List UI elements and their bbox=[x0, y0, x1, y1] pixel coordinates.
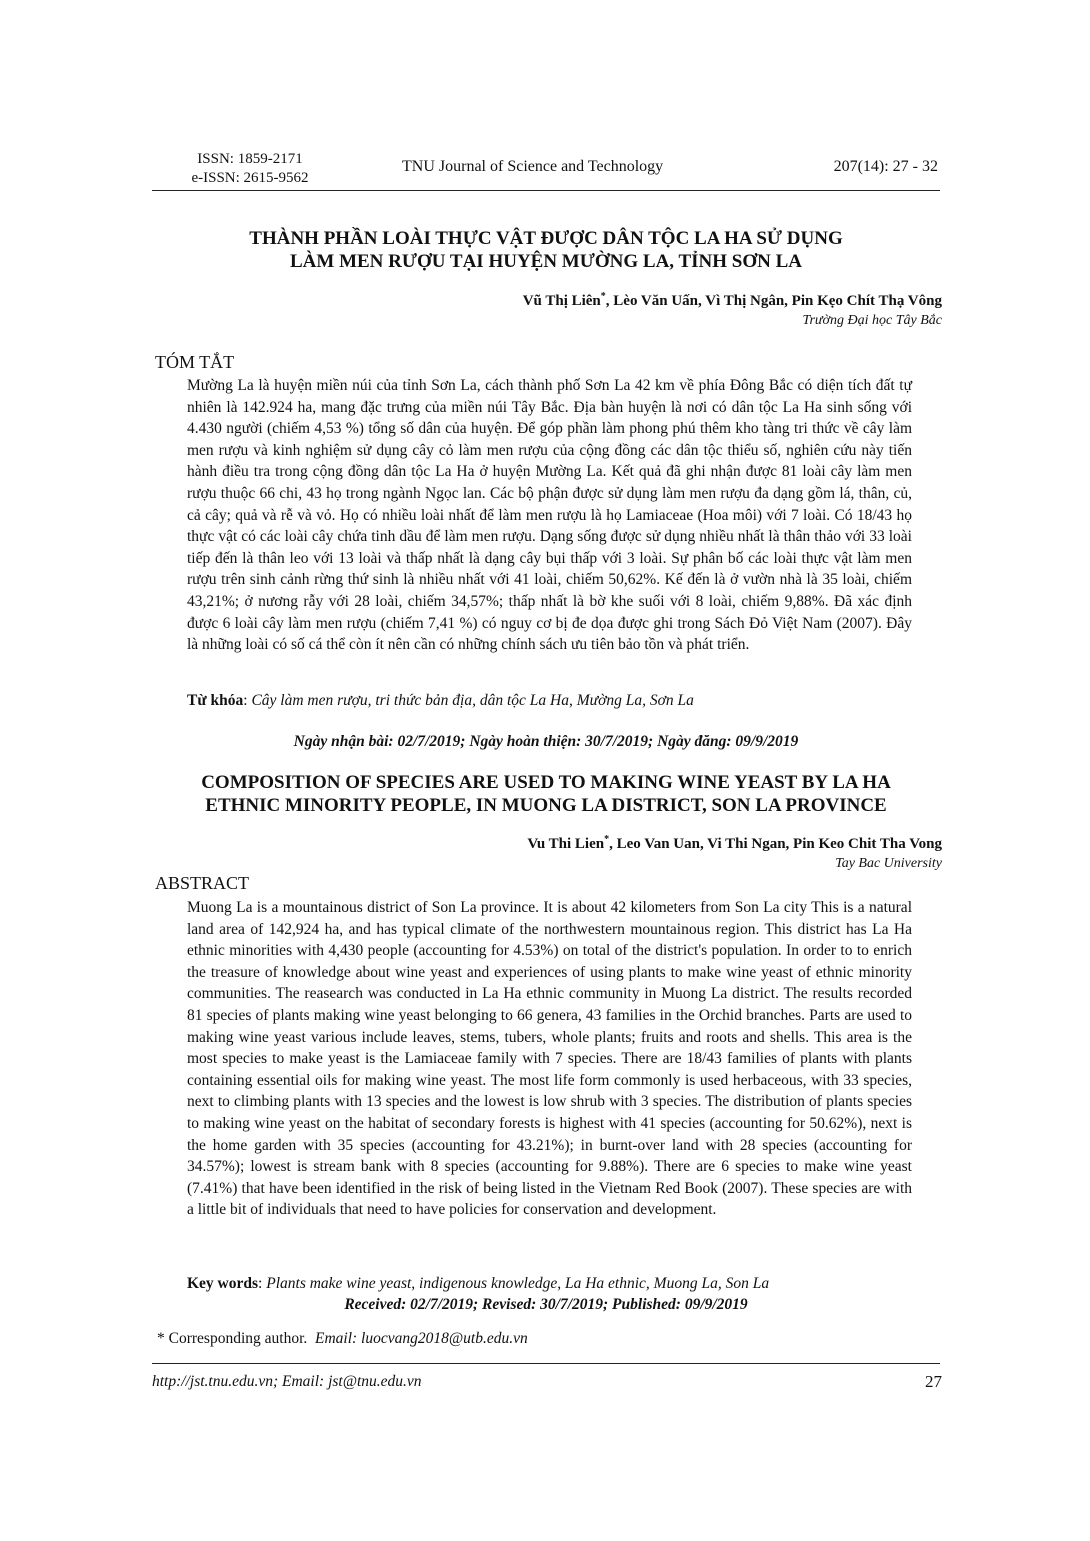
footer-rule bbox=[152, 1363, 940, 1364]
en-author-first: Vu Thi Lien bbox=[527, 836, 605, 852]
volume-pages: 207(14): 27 - 32 bbox=[833, 158, 938, 175]
en-keywords: Key words: Plants make wine yeast, indigenous knowledge, La Ha ethnic, Muong La, Son La bbox=[187, 1275, 770, 1292]
vn-keywords-label: Từ khóa bbox=[187, 692, 244, 709]
vn-title-line-2: LÀM MEN RƯỢU TẠI HUYỆN MƯỜNG LA, TỈNH SƠN LA bbox=[290, 251, 802, 272]
issn-block bbox=[180, 150, 320, 188]
vn-title bbox=[152, 227, 940, 273]
en-abstract-heading: ABSTRACT bbox=[155, 873, 250, 893]
footnote-label: * Corresponding author. bbox=[157, 1330, 308, 1347]
corresponding-author bbox=[157, 1330, 528, 1348]
issn: ISSN: 1859-2171 bbox=[197, 151, 303, 167]
vn-abstract-heading: TÓM TẮT bbox=[155, 352, 235, 372]
en-authors bbox=[527, 834, 942, 853]
en-title-line-2: ETHNIC MINORITY PEOPLE, IN MUONG LA DISTRICT, SON LA PROVINCE bbox=[205, 795, 887, 816]
vn-authors bbox=[523, 291, 942, 310]
en-author-rest: , Leo Van Uan, Vi Thi Ngan, Pin Keo Chit Tha Vong bbox=[609, 836, 942, 852]
vn-title-line-1: THÀNH PHẦN LOÀI THỰC VẬT ĐƯỢC DÂN TỘC LA HA SỬ DỤNG bbox=[249, 228, 843, 249]
page-number: 27 bbox=[925, 1372, 942, 1391]
footer-url[interactable]: http://jst.tnu.edu.vn; Email: jst@tnu.edu.vn bbox=[152, 1373, 422, 1390]
vn-dates: Ngày nhận bài: 02/7/2019; Ngày hoàn thiện: 30/7/2019; Ngày đăng: 09/9/2019 bbox=[293, 733, 799, 750]
header-rule bbox=[152, 190, 940, 191]
vn-keywords: Từ khóa: Cây làm men rượu, tri thức bản địa, dân tộc La Ha, Mường La, Sơn La bbox=[187, 692, 694, 709]
en-dates: Received: 02/7/2019; Revised: 30/7/2019; Published: 09/9/2019 bbox=[344, 1296, 748, 1313]
vn-keywords-text: Cây làm men rượu, tri thức bản địa, dân tộc La Ha, Mường La, Sơn La bbox=[251, 692, 694, 709]
en-author-mark: * bbox=[604, 834, 610, 845]
en-keywords-label: Key words bbox=[187, 1275, 259, 1292]
en-keywords-text: Plants make wine yeast, indigenous knowledge, La Ha ethnic, Muong La, Son La bbox=[266, 1275, 770, 1292]
footnote-email: Email: luocvang2018@utb.edu.vn bbox=[315, 1330, 528, 1347]
en-title bbox=[152, 771, 940, 817]
vn-author-rest: , Lèo Văn Uấn, Vì Thị Ngân, Pin Kẹo Chít Thạ Vông bbox=[605, 293, 942, 309]
vn-author-first: Vũ Thị Liên bbox=[522, 293, 601, 309]
en-affiliation: Tay Bac University bbox=[835, 856, 942, 871]
vn-affiliation: Trường Đại học Tây Bắc bbox=[802, 313, 942, 328]
journal-name: TNU Journal of Science and Technology bbox=[402, 158, 664, 175]
vn-author-mark: * bbox=[600, 291, 606, 302]
en-title-line-1: COMPOSITION OF SPECIES ARE USED TO MAKING WINE YEAST BY LA HA bbox=[201, 772, 891, 793]
eissn: e-ISSN: 2615-9562 bbox=[191, 170, 309, 186]
vn-abstract: Mường La là huyện miền núi của tỉnh Sơn La, cách thành phố Sơn La 42 km về phía Đông Bắc có diện tích đất tự nhiên là 142.924 ha, mang đặc trưng của miền núi Tây Bắc. Địa bàn huyện là nơi có dân tộc La Ha sinh sống với 4.430 người (chiếm 4,53 %) tổng số dân của huyện. Để góp phần làm phong phú thêm kho tàng tri thức về cây làm men rượu và kinh nghiệm sử dụng cây cỏ làm men rượu của cộng đồng các dân tộc thiểu số, nghiên cứu này tiến hành điều tra trong cộng đồng dân tộc La Ha ở huyện Mường La. Kết quả đã ghi nhận được 81 loài cây làm men rượu thuộc 66 chi, 43 họ trong ngành Ngọc lan. Các bộ phận được sử dụng làm men rượu đa dạng gồm lá, thân, củ, cả cây; quả và rễ và vỏ. Họ có nhiều loài nhất để làm men rượu là họ Lamiaceae (Hoa môi) với 7 loài. Có 18/43 họ thực vật có các loài cây chứa tinh dầu để làm men rượu. Dạng sống được sử dụng nhiều nhất là thân thảo với 33 loài tiếp đến là thân leo với 13 loài và thấp nhất là dạng cây bụi thấp với 3 loài. Sự phân bố các loài thực vật làm men rượu trên sinh cảnh rừng thứ sinh là nhiều nhất với 41 loài, chiếm 50,62%. Kế đến là ở vườn nhà là 35 loài, chiếm 43,21%; ở nương rẫy với 28 loài, chiếm 34,57%; thấp nhất là bờ khe suối với 8 loài, chiếm 9,88%. Đã xác định được 6 loài cây làm men rượu (chiếm 7,41 %) có nguy cơ bị đe dọa được ghi trong Sách Đỏ Việt Nam (2007). Đây là những loài có số cá thể còn ít nên cần có những chính sách ưu tiên bảo tồn và phát triển. bbox=[187, 377, 912, 654]
en-abstract: Muong La is a mountainous district of Son La province. It is about 42 kilometers from Son La city This is a natural land area of 142,924 ha, and has typical climate of the northwestern mountainous region. This district has La Ha ethnic minorities with 4,430 people (accounting for 4.53%) on total of the district's population. In order to to enrich the treasure of knowledge about wine yeast and experiences of using plants to make wine yeast of ethnic minority communities. The reasearch was conducted in La Ha ethnic community in Muong La district. The results recorded 81 species of plants making wine yeast belonging to 66 genera, 43 families in the Orchid branches. Parts are used to making wine yeast various include leaves, stems, tubers, whole plants; fruits and roots and shells. This area is the most species to make yeast is the Lamiaceae family with 7 species. There are 18/43 families of plants with plants containing essential oils for making wine yeast. The most life form commonly is used herbaceous, with 33 species, next to climbing plants with 13 species and the lowest is low shrub with 3 species. The distribution of plants species to making wine yeast on the habitat of secondary forests is highest with 41 species (accounting for 50.62%), next is the home garden with 35 species (accounting for 43.21%); in burnt-over land with 28 species (accounting for 34.57%); lowest is stream bank with 8 species (accounting for 9.88%). There are 6 species to make wine yeast (7.41%) that have been identified in the risk of being listed in the Vietnam Red Book (2007). These species are with a little bit of individuals that need to have policies for conservation and development. bbox=[187, 899, 912, 1219]
page-header bbox=[152, 150, 938, 188]
